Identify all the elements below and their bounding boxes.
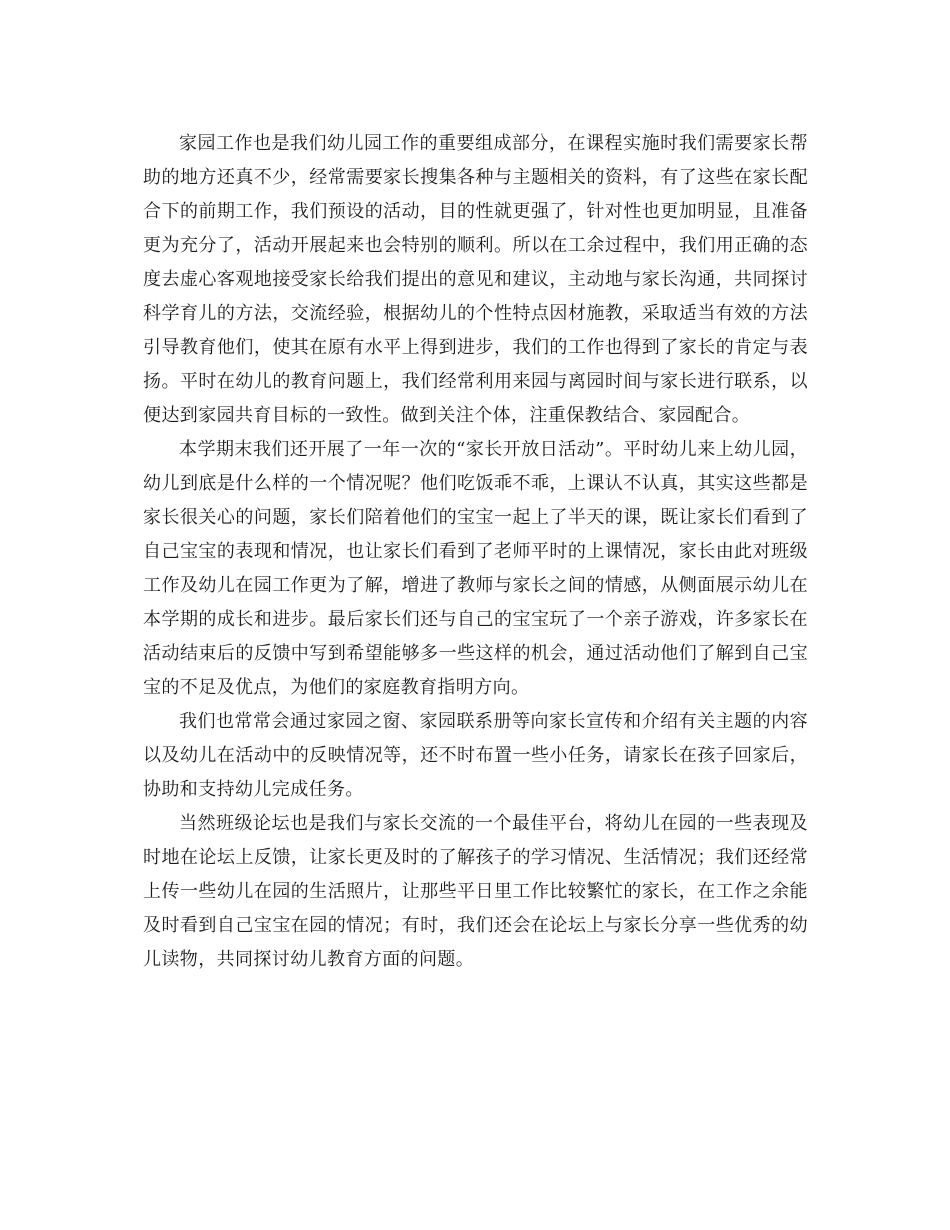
paragraph-home-school-work: 家园工作也是我们幼儿园工作的重要组成部分，在课程实施时我们需要家长帮助的地方还真不少，经常需要家长搜集各种与主题相关的资料，有了这些在家长配合下的前期工作，我们预设的活动，目的性就更强了，针对性也更加明显，且准备更为充分了，活动开展起来也会特别的顺利。所以在工余过程中，我们用正确的态度去虚心客观地接受家长给我们提出的意见和建议，主动地与家长沟通，共同探讨科学育儿的方法，交流经验，根据幼儿的个性特点因材施教，采取适当有效的方法引导教育他们，使其在原有水平上得到进步，我们的工作也得到了家长的肯定与表扬。平时在幼儿的教育问题上，我们经常利用来园与离园时间与家长进行联系，以便达到家园共育目标的一致性。做到关注个体，注重保教结合、家园配合。 [143, 133, 808, 426]
document-body [143, 127, 808, 977]
paragraph-class-forum: 当然班级论坛也是我们与家长交流的一个最佳平台，将幼儿在园的一些表现及时地在论坛上反馈，让家长更及时的了解孩子的学习情况、生活情况；我们还经常上传一些幼儿在园的生活照片，让那些平日里工作比较繁忙的家长，在工作之余能及时看到自己宝宝在园的情况；有时，我们还会在论坛上与家长分享一些优秀的幼儿读物，共同探讨幼儿教育方面的问题。 [143, 813, 808, 970]
paragraph-parent-open-day: 本学期末我们还开展了一年一次的“家长开放日活动”。平时幼儿来上幼儿园，幼儿到底是什么样的一个情况呢？他们吃饭乖不乖，上课认不认真，其实这些都是家长很关心的问题，家长们陪着他们的宝宝一起上了半天的课，既让家长们看到了自己宝宝的表现和情况，也让家长们看到了老师平时的上课情况，家长由此对班级工作及幼儿在园工作更为了解，增进了教师与家长之间的情感，从侧面展示幼儿在本学期的成长和进步。最后家长们还与自己的宝宝玩了一个亲子游戏，许多家长在活动结束后的反馈中写到希望能够多一些这样的机会，通过活动他们了解到自己宝宝的不足及优点，为他们的家庭教育指明方向。 [143, 439, 808, 698]
paragraph-home-school-window: 我们也常常会通过家园之窗、家园联系册等向家长宣传和介绍有关主题的内容以及幼儿在活动中的反映情况等，还不时布置一些小任务，请家长在孩子回家后，协助和支持幼儿完成任务。 [143, 711, 808, 800]
